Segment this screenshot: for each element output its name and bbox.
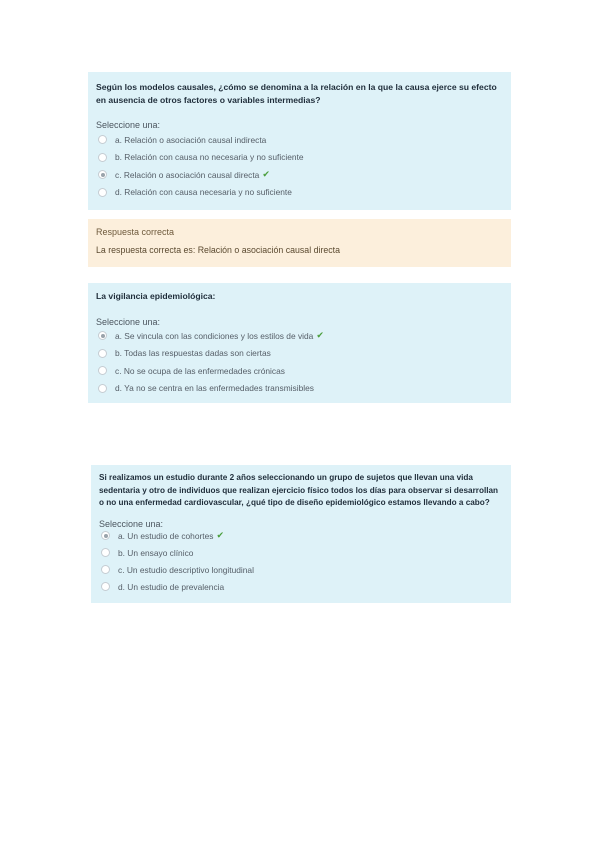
question-2-text: La vigilancia epidemiológica: [96,291,216,301]
radio-icon[interactable] [98,366,107,375]
question-2-card [88,283,511,403]
question-2-select-label: Seleccione una: [96,317,161,327]
question-1-feedback [88,219,511,267]
question-3-option-c[interactable] [101,561,254,578]
check-icon: ✔ [316,330,324,341]
radio-icon[interactable] [98,135,107,144]
question-1-text: Según los modelos causales, ¿cómo se denomina a la relación en la que la causa ejerce su efecto en ausencia de otros factores o variables intermedias? [96,82,497,105]
question-3-option-b[interactable] [101,544,254,561]
option-label: a. Un estudio de cohortes [118,530,214,541]
radio-icon[interactable] [98,153,107,162]
option-label: a. Relación o asociación causal indirecta [115,134,267,145]
question-1-option-c[interactable] [98,166,304,184]
check-icon: ✔ [216,530,224,540]
question-1-select-label: Seleccione una: [96,120,161,130]
feedback-text: La respuesta correcta es: Relación o asociación causal directa [96,245,341,255]
question-3-options [101,527,254,595]
option-label: d. Ya no se centra en las enfermedades transmisibles [115,383,314,394]
question-3-card [91,465,511,603]
radio-icon[interactable] [101,565,110,574]
radio-icon[interactable] [98,188,107,197]
question-3-text: Si realizamos un estudio durante 2 años seleccionando un grupo de sujetos que llevan una vida sedentaria y otro de individuos que realizan ejercicio físico todos los días para observar si desarrollan o no una enfermedad cardiovascular, ¿qué tipo de diseño epidemiológico estamos llevando a cabo? [99,473,499,507]
question-1-card [88,72,511,210]
question-1-option-b[interactable] [98,149,304,167]
radio-icon[interactable] [98,384,107,393]
option-label: a. Se vincula con las condiciones y los estilos de vida [115,330,314,341]
question-3-option-d[interactable] [101,578,254,595]
question-3-select-label: Seleccione una: [99,519,164,529]
question-2-option-c[interactable] [98,362,324,380]
question-1-option-d[interactable] [98,184,304,202]
question-2-option-a[interactable] [98,327,324,345]
option-label: d. Relación con causa necesaria y no suficiente [115,187,292,198]
radio-icon[interactable] [98,331,107,340]
question-2-option-d[interactable] [98,380,324,398]
radio-icon[interactable] [101,531,110,540]
option-label: c. No se ocupa de las enfermedades crónicas [115,365,285,376]
check-icon: ✔ [262,169,270,180]
radio-icon[interactable] [98,349,107,358]
question-2-option-b[interactable] [98,345,324,363]
option-label: c. Un estudio descriptivo longitudinal [118,564,254,575]
radio-icon[interactable] [101,548,110,557]
option-label: c. Relación o asociación causal directa [115,169,260,180]
question-1-option-a[interactable] [98,131,304,149]
question-1-options [98,131,304,201]
feedback-title: Respuesta correcta [96,227,175,237]
option-label: b. Relación con causa no necesaria y no suficiente [115,152,304,163]
question-2-options [98,327,324,397]
option-label: b. Un ensayo clínico [118,547,194,558]
radio-icon[interactable] [101,582,110,591]
option-label: d. Un estudio de prevalencia [118,581,225,592]
radio-icon[interactable] [98,170,107,179]
option-label: b. Todas las respuestas dadas son ciertas [115,348,271,359]
question-3-option-a[interactable] [101,527,254,544]
